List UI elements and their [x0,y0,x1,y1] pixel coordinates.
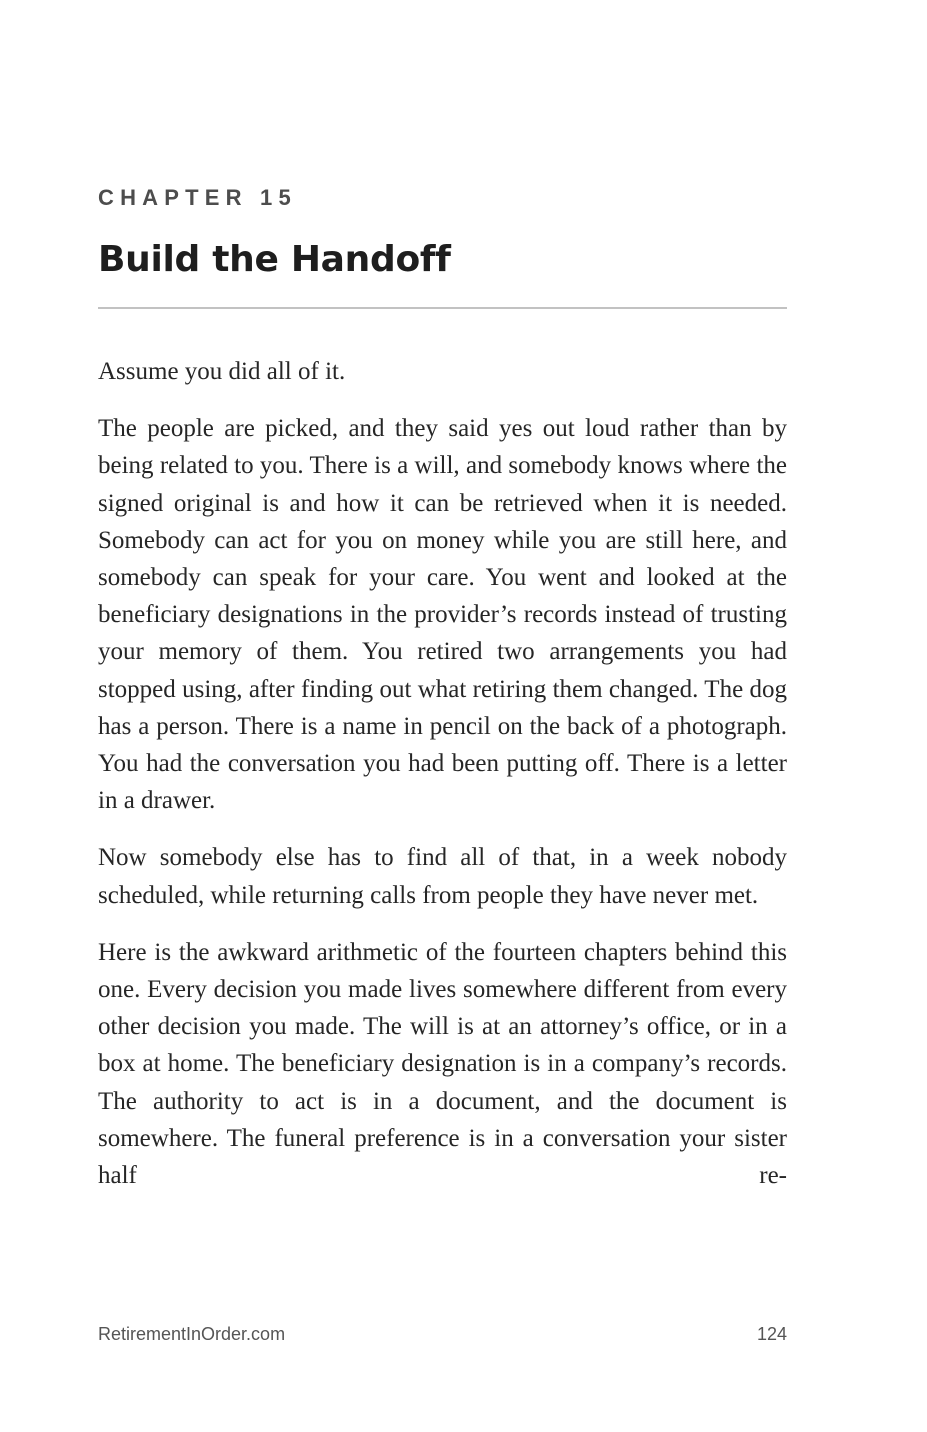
paragraph: Here is the awkward arithmetic of the fourteen chapters behind this one. Every decision you made lives somewhere different from every other decision you made. The will is at an attorney’s office, or in a box at home. The beneficiary designation is in a company’s records. The authority to act is in a document, and the document is somewhere. The funeral preference is in a conversation your sister half re- [98,938,787,1190]
chapter-label: CHAPTER 15 [98,185,297,210]
paragraph: Assume you did all of it. [98,358,346,385]
title-divider [98,307,787,309]
footer-website: RetirementInOrder.com [98,1324,286,1344]
paragraph: The people are picked, and they said yes out loud rather than by being related to you. There is a will, and somebody knows where the signed original is and how it can be retrieved when it is needed. Somebody can act for you on money while you are still here, and somebody can speak for your care. You went and looked at the beneficiary designations in the provider’s records instead of trusting your memory of them. You retired two arrangements you had stopped using, after finding out what retiring them changed. The dog has a person. There is a name in pencil on the back of a photograph. You had the conversation you had been putting off. There is a letter in a drawer. [98,415,787,815]
page-number: 124 [756,1324,787,1344]
paragraph: Now somebody else has to find all of that, in a week nobody scheduled, while returning calls from people they have never met. [98,844,787,909]
chapter-body [98,353,787,1194]
chapter-title: Build the Handoff [98,239,451,280]
